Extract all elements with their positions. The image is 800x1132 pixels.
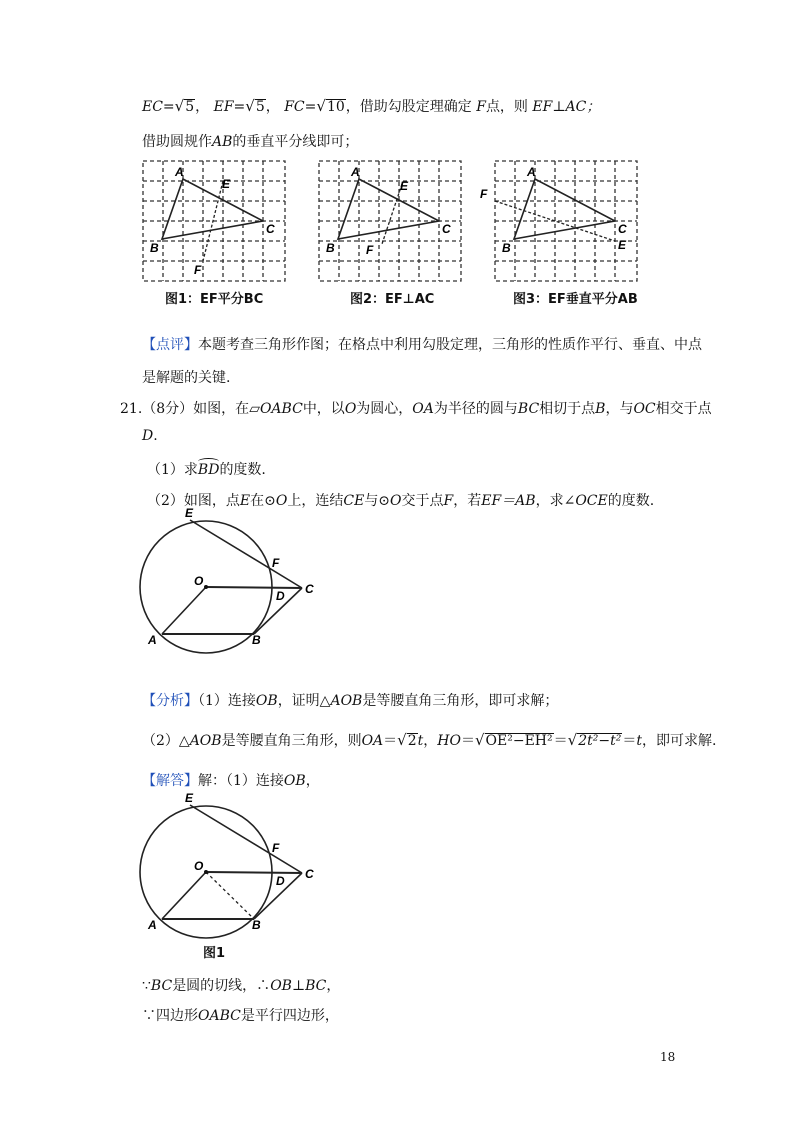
analysis-l2-b: 是等腰直角三角形，则 [221, 733, 362, 749]
analysis-line-1 [142, 690, 558, 710]
analysis-l1-aob: AOB [330, 693, 363, 709]
circle-figure-answer [130, 790, 330, 940]
answer-tag: 【解答】 [142, 773, 198, 789]
grid2-label-f: F [366, 243, 374, 257]
grid3-label-a: A [527, 165, 536, 179]
q21-o: O [344, 401, 357, 417]
circle2-label-o: O [194, 859, 204, 873]
line-2 [142, 131, 358, 151]
analysis-l2-aob: AOB [189, 733, 222, 749]
line1-text-b: 点，则 [485, 99, 528, 115]
line2-ab: AB [212, 134, 233, 150]
circle2-label-e: E [185, 791, 194, 805]
analysis-l1-ob: OB [255, 693, 278, 709]
q21-bc: BC [517, 401, 540, 417]
circle1-label-d: D [276, 589, 285, 603]
grid1-label-f: F [194, 263, 202, 277]
circle1-label-a: A [148, 633, 157, 647]
review-text-2: 是解题的关键. [142, 370, 231, 386]
grid2-label-c: C [442, 222, 451, 236]
answer-a1-ob: OB [283, 773, 306, 789]
q21-p1-arc: BD [197, 462, 220, 478]
grid3-label-b: B [502, 241, 511, 255]
because2-oabc: OABC [198, 1008, 241, 1024]
page-number: 18 [660, 1050, 676, 1064]
grid2-label-e: E [400, 179, 409, 193]
grid2-label-b: B [326, 241, 335, 255]
circle2-label-a: A [148, 918, 157, 932]
q21-p2-g: ，求∠ [535, 493, 576, 509]
analysis-l2-eq2: ＝ [460, 733, 475, 749]
q21-t4: 相切于点 [539, 401, 596, 417]
grid1-label-e: E [222, 177, 231, 191]
answer-a1-end: ， [305, 773, 320, 789]
line2-pre: 借助圆规作 [142, 134, 212, 150]
because2-b: 是平行四边形， [240, 1008, 339, 1024]
analysis-l2-t: t [417, 733, 424, 749]
analysis-l2-c: ， [423, 733, 438, 749]
q21-p2-ce: CE [343, 493, 365, 509]
analysis-l2-r2: 2 [407, 733, 417, 749]
grid-figure-1-caption: 图1：EF平分BC [165, 292, 264, 307]
q21-p2-f2: ，若 [453, 493, 482, 509]
q21-oc: OC [633, 401, 656, 417]
grid1-label-a: A [175, 165, 184, 179]
line1-f: F [476, 99, 486, 115]
grid3-label-e: E [618, 238, 627, 252]
because2-a: ∵四边形 [142, 1008, 198, 1024]
ef-label: EF= [213, 99, 246, 115]
line1-text-a: ，借助勾股定理确定 [345, 99, 472, 115]
answer-line-1 [142, 770, 320, 790]
analysis-l1-c: 是等腰直角三角形，即可求解； [362, 693, 559, 709]
analysis-line-2: （2）△AOB是等腰直角三角形，则OA＝√2t，HO＝√OE²−EH²＝√2t²−t²＝t，即可求解. [142, 731, 717, 749]
fc-radicand: 10 [326, 99, 345, 115]
review-line-1 [142, 334, 702, 354]
circle1-label-c: C [305, 582, 314, 596]
analysis-l2-eq3: ＝ [553, 733, 568, 749]
q21-parallelogram: ▱OABC [249, 401, 303, 417]
because1-c: ， [326, 978, 341, 994]
analysis-l2-d: ，即可求解. [641, 733, 717, 749]
circle2-label-d: D [276, 874, 285, 888]
q21-p2-b: 在⊙ [250, 493, 276, 509]
circle2-label-c: C [305, 867, 314, 881]
circle1-label-e: E [185, 506, 194, 520]
q21-p2-d: 与⊙ [364, 493, 391, 509]
ef-radicand: 5 [255, 99, 265, 115]
q21-d-end: . [153, 428, 158, 444]
q21-t5: ，与 [605, 401, 634, 417]
line2-post: 的垂直平分线即可； [232, 134, 359, 150]
review-tag: 【点评】 [142, 337, 198, 353]
analysis-l2-a: （2）△ [142, 733, 190, 749]
q21-p1-post: 的度数. [219, 462, 266, 478]
grid3-label-f: F [480, 187, 488, 201]
q21-p2-o2: O [390, 493, 402, 509]
because-line-2 [142, 1005, 339, 1025]
ef-perp-ac: EF⊥AC； [532, 99, 601, 115]
q21-t1: 中，以 [302, 401, 345, 417]
q21-oa: OA [412, 401, 434, 417]
q21-p2-efab: EF＝AB [481, 493, 536, 509]
because1-b: 是圆的切线，∴ [172, 978, 271, 994]
because-line-1 [142, 975, 340, 995]
ec-radicand: 5 [185, 99, 195, 115]
q21-p2-f: F [443, 493, 454, 509]
grid3-label-c: C [618, 222, 627, 236]
q21-part-1 [147, 459, 266, 479]
grid-figure-2 [318, 160, 463, 285]
because1-a: ∵ [142, 978, 151, 994]
q21-p2-e: E [239, 493, 251, 509]
circle2-label-f: F [272, 841, 280, 855]
fc-label: FC= [284, 99, 317, 115]
analysis-l1-a: （1）连接 [198, 693, 256, 709]
circle1-label-b: B [252, 633, 261, 647]
q21-p1-pre: （1）求 [147, 462, 198, 478]
q21-score: （8分）如图，在 [142, 401, 250, 417]
q21-p2-e2: 交于点 [401, 493, 444, 509]
because1-perp: OB⊥BC [270, 978, 327, 994]
analysis-l2-t2: t [636, 733, 642, 749]
ec-label: EC= [142, 99, 175, 115]
grid2-label-a: A [351, 165, 360, 179]
q21-t6: 相交于点 [655, 401, 712, 417]
answer-a1: 解：（1）连接 [198, 773, 284, 789]
answer-figure-caption: 图1 [203, 946, 226, 961]
q21-t2: 为圆心， [356, 401, 413, 417]
q21-line-1 [120, 398, 712, 418]
q21-line-2 [142, 428, 158, 444]
grid1-label-b: B [150, 241, 159, 255]
line-1: EC=√5， EF=√5， FC=√10，借助勾股定理确定 F点，则 EF⊥AC； [142, 97, 601, 115]
grid-figure-1 [142, 160, 287, 285]
analysis-l1-b: ，证明△ [277, 693, 331, 709]
analysis-tag: 【分析】 [142, 693, 198, 709]
analysis-l2-eq: ＝ [383, 733, 398, 749]
analysis-l2-oa: OA [361, 733, 384, 749]
q21-d: D [142, 428, 154, 444]
circle-figure-question [130, 505, 330, 655]
analysis-l2-rad1: OE²−EH² [485, 733, 553, 749]
q21-p2-o: O [275, 493, 288, 509]
circle2-label-b: B [252, 918, 261, 932]
q21-p2-a: （2）如图，点 [147, 493, 240, 509]
grid-figure-3-caption: 图3：EF垂直平分AB [513, 292, 638, 307]
q21-t3: 为半径的圆与 [433, 401, 518, 417]
analysis-l2-eq4: ＝ [622, 733, 637, 749]
review-line-2 [142, 367, 230, 387]
q21-p2-oce: OCE [575, 493, 608, 509]
q21-p2-h: 的度数. [607, 493, 655, 509]
q21-p2-c: 上，连结 [287, 493, 344, 509]
q21-number: 21. [120, 401, 143, 417]
circle1-label-f: F [272, 556, 280, 570]
grid1-label-c: C [266, 222, 275, 236]
review-text-1: 本题考查三角形作图；在格点中利用勾股定理，三角形的性质作平行、垂直、中点 [198, 337, 702, 353]
analysis-l2-rad2: 2t²−t² [578, 733, 622, 749]
grid-figure-2-caption: 图2：EF⊥AC [350, 292, 435, 307]
because1-bc: BC [150, 978, 173, 994]
grid-figure-3 [480, 160, 639, 285]
analysis-l2-ho: HO [437, 733, 461, 749]
circle1-label-o: O [194, 574, 204, 588]
q21-b: B [595, 401, 606, 417]
